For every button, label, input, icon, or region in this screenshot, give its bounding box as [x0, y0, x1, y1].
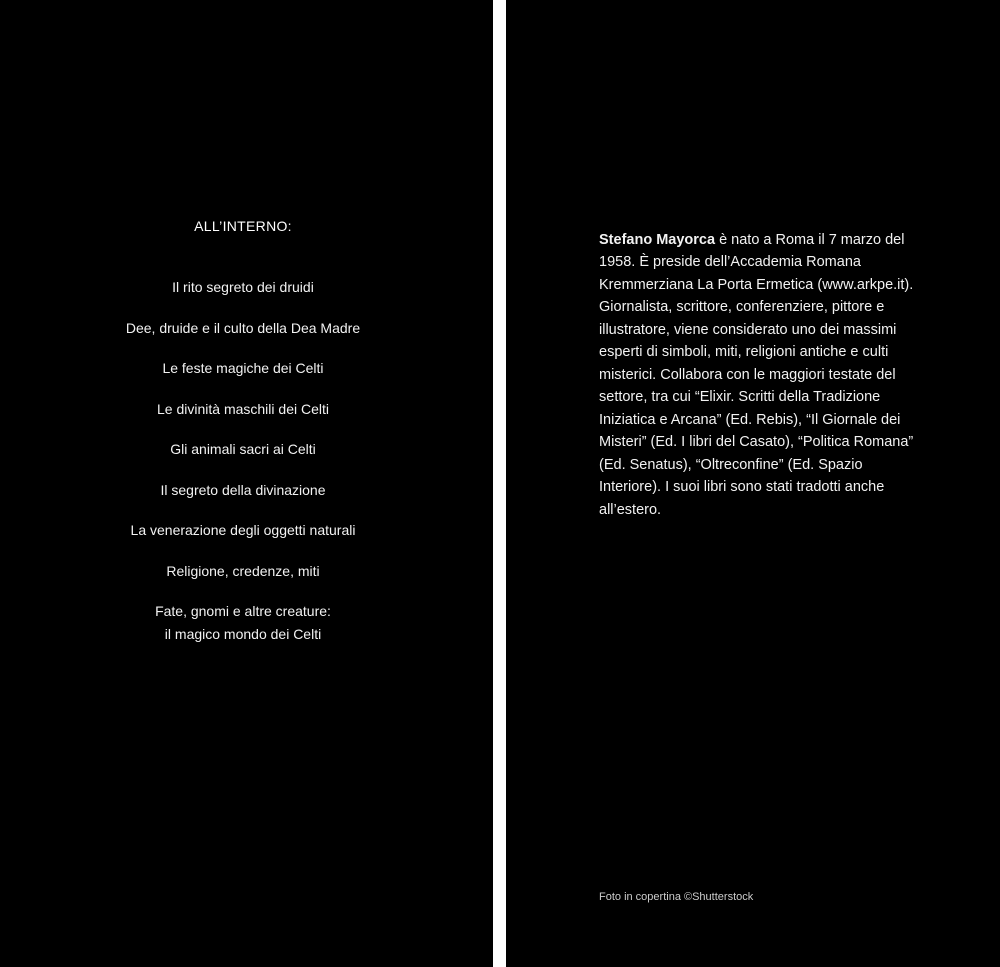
author-bio [599, 229, 919, 522]
author-name: Stefano Mayorca [599, 231, 716, 248]
contents-item: Fate, gnomi e altre creature: il magico mondo dei Celti [155, 603, 331, 642]
contents-item: Gli animali sacri ai Celti [170, 441, 316, 457]
contents-item: Religione, credenze, miti [166, 562, 320, 579]
contents-item: Dee, druide e il culto della Dea Madre [125, 319, 361, 336]
author-bio-text: è nato a Roma il 7 marzo del 1958. È preside dell’Accademia Romana Kremmerziana La Porta Ermetica (www.arkpe.it). Giornalista, scrittore, conferenziere, pittore e illustratore, viene considerato uno dei massimi esperti di simboli, miti, religioni antiche e culti misterici. Collabora con le maggiori testate del settore, tra cui “Elixir. Scritti della Tradizione Iniziatica e Arcana” (Ed. Rebis), “Il Giornale dei Misteri” (Ed. I libri del Casato), “Politica Romana” (Ed. Senatus), “Oltreconfine” (Ed. Spazio Interiore). I suoi libri sono stati tradotti anche all’estero. [599, 231, 914, 518]
photo-credit: Foto in copertina ©Shutterstock [599, 891, 754, 903]
contents-item: Le divinità maschili dei Celti [157, 400, 329, 417]
contents-item: Il segreto della divinazione [160, 481, 326, 498]
contents-heading: ALL’INTERNO: [194, 218, 292, 234]
contents-item: La venerazione degli oggetti naturali [130, 522, 356, 538]
contents-item: Le feste magiche dei Celti [162, 360, 324, 376]
contents-list [0, 276, 486, 645]
contents-item: Il rito segreto dei druidi [172, 279, 314, 295]
left-flap-panel [0, 0, 493, 967]
contents-section [0, 216, 486, 663]
right-flap-panel [506, 0, 1000, 967]
